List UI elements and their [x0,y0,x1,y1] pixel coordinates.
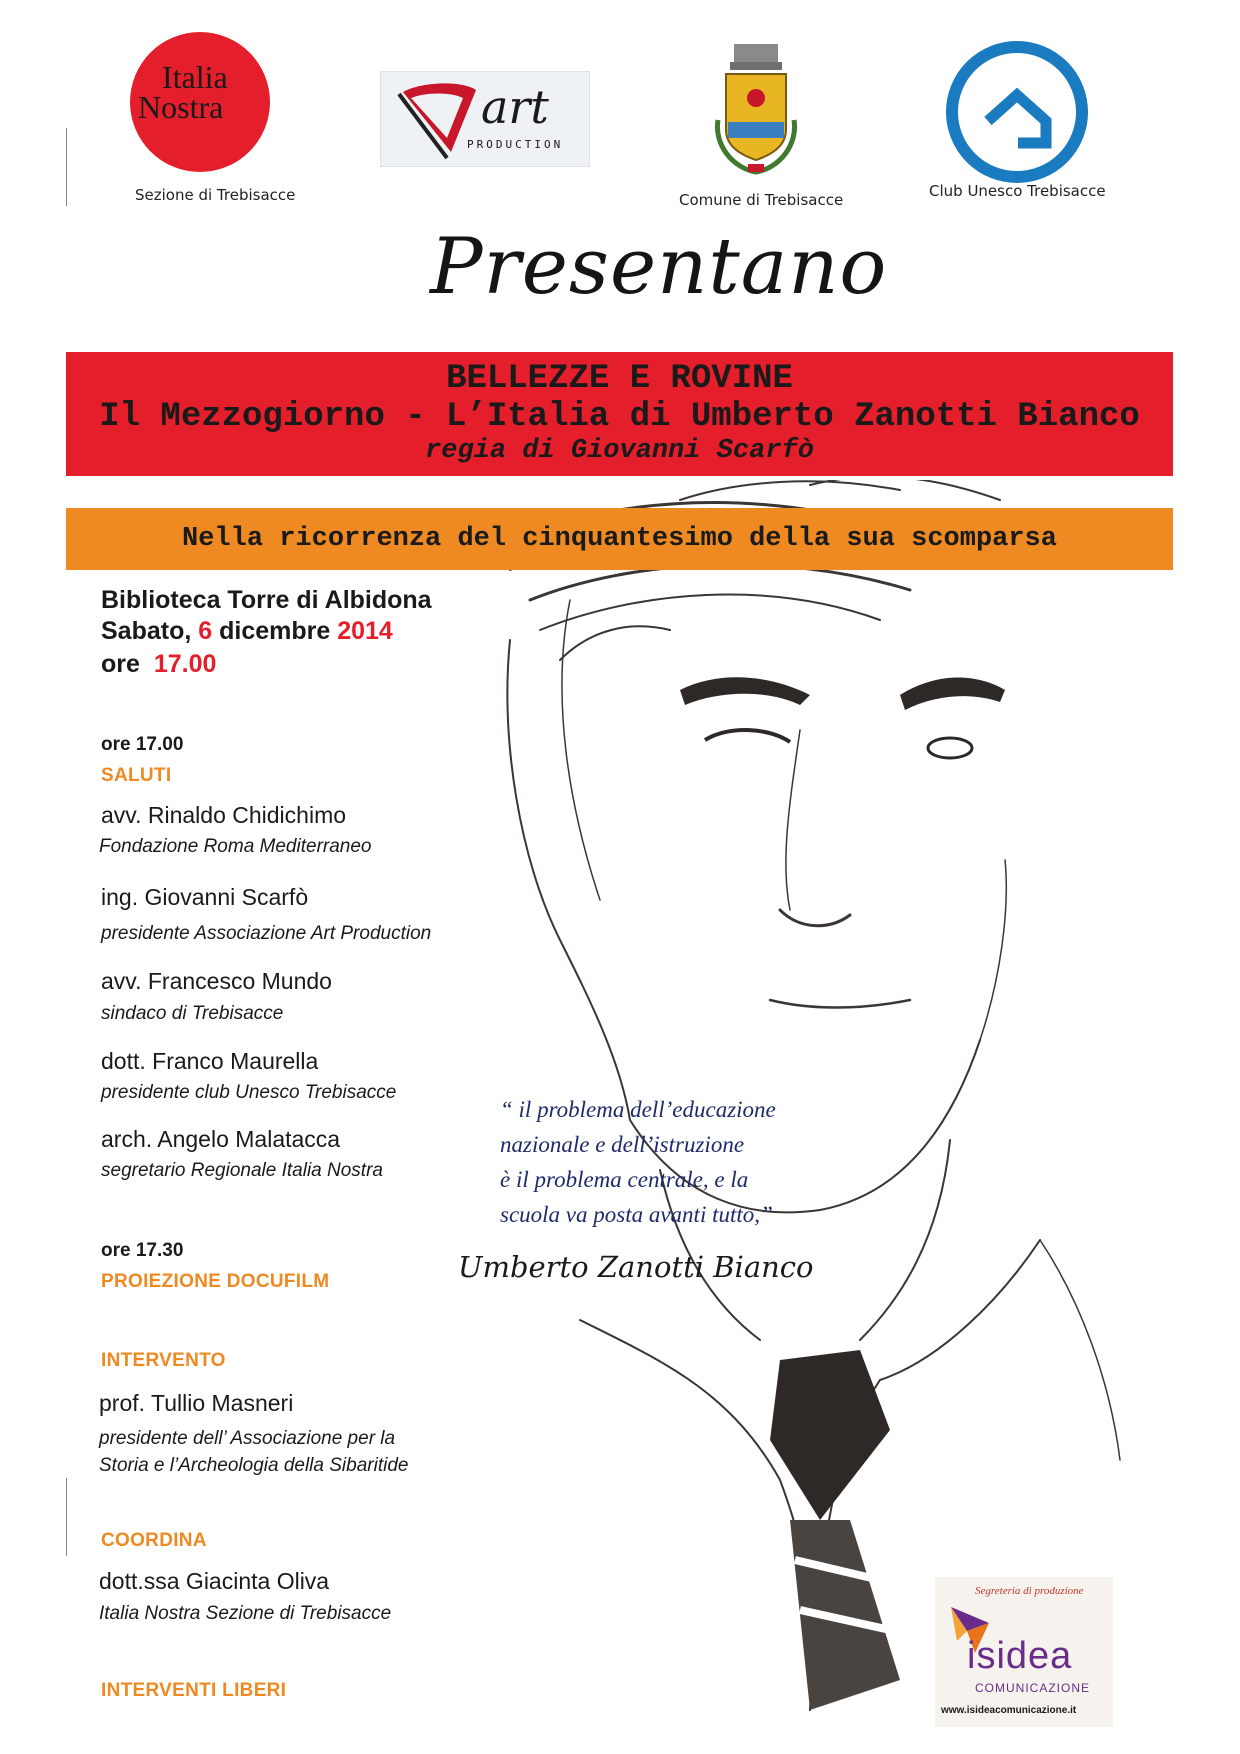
italia-nostra-line1: Italia [162,59,228,95]
quote-line: scuola va posta avanti tutto,” [500,1202,773,1227]
program-time-2: ore 17.30 [101,1240,184,1261]
italia-nostra-caption: Sezione di Trebisacce [135,186,296,204]
italia-nostra-wordmark [138,59,228,125]
margin-mark [66,128,67,206]
intervento-role-2: Storia e l’Archeologia della Sibaritide [99,1455,409,1476]
speaker-name: avv. Rinaldo Chidichimo [101,802,347,828]
art-wordmark: art [481,80,549,134]
isidea-brand: isidea [967,1635,1073,1677]
event-year: 2014 [337,617,393,645]
house-icon [958,53,1076,171]
speaker-name: dott. Franco Maurella [101,1048,319,1074]
section-intervento: INTERVENTO [101,1350,226,1371]
event-time [101,650,216,679]
speaker-name: ing. Giovanni Scarfò [101,884,309,910]
event-day-number: 6 [198,617,213,645]
quote-author-signature: Umberto Zanotti Bianco [458,1250,814,1284]
isidea-top-text: Segreteria di produzione [975,1585,1084,1597]
italia-nostra-line2: Nostra [138,89,224,125]
coordina-role: Italia Nostra Sezione di Trebisacce [99,1603,392,1624]
speaker-name: arch. Angelo Malatacca [101,1126,341,1152]
event-venue: Biblioteca Torre di Albidona [101,586,432,614]
title-line1: BELLEZZE E ROVINE [446,360,793,398]
title-line3: regia di Giovanni Scarfò [425,436,814,466]
quote-line: “ il problema dell’educazione [500,1097,776,1122]
coordina-name: dott.ssa Giacinta Oliva [99,1568,330,1594]
section-proiezione: PROIEZIONE DOCUFILM [101,1271,330,1292]
presentano-heading: Presentano [430,222,888,312]
subtitle-band [66,508,1173,570]
speaker-role: Fondazione Roma Mediterraneo [99,836,372,857]
title-band [66,352,1173,476]
isidea-url: www.isideacomunicazione.it [941,1705,1077,1716]
comune-coat-of-arms-icon [708,40,804,180]
quote-block [500,1092,776,1232]
speaker-role: sindaco di Trebisacce [101,1003,284,1024]
event-date [101,617,393,646]
art-production-sub: PRODUCTION [467,138,564,151]
title-line2: Il Mezzogiorno - L’Italia di Umberto Zanotti Bianco [99,398,1140,436]
section-coordina: COORDINA [101,1530,207,1551]
speaker-role: presidente Associazione Art Production [101,923,432,944]
section-interventi-liberi: INTERVENTI LIBERI [101,1680,287,1701]
event-time-value: 17.00 [153,650,217,678]
quote-line: è il problema centrale, e la [500,1167,749,1192]
isidea-sub: COMUNICAZIONE [975,1681,1090,1695]
section-saluti: SALUTI [101,765,172,786]
comune-caption: Comune di Trebisacce [679,191,844,209]
subtitle-text: Nella ricorrenza del cinquantesimo della sua scomparsa [182,524,1057,554]
event-month: dicembre [212,617,338,645]
intervento-name: prof. Tullio Masneri [99,1390,294,1416]
unesco-caption: Club Unesco Trebisacce [929,182,1106,200]
art-production-logo [380,71,590,167]
event-day-prefix: Sabato, [101,617,199,645]
speaker-name: avv. Francesco Mundo [101,968,332,994]
unesco-logo [946,41,1088,183]
speaker-role: presidente club Unesco Trebisacce [101,1082,397,1103]
event-time-prefix: ore [101,650,140,678]
isidea-logo [935,1577,1113,1727]
program-time-1: ore 17.00 [101,734,184,755]
margin-mark [66,1478,67,1556]
quote-line: nazionale e dell’istruzione [500,1132,745,1157]
speaker-role: segretario Regionale Italia Nostra [101,1160,383,1181]
intervento-role-1: presidente dell’ Associazione per la [99,1428,396,1449]
